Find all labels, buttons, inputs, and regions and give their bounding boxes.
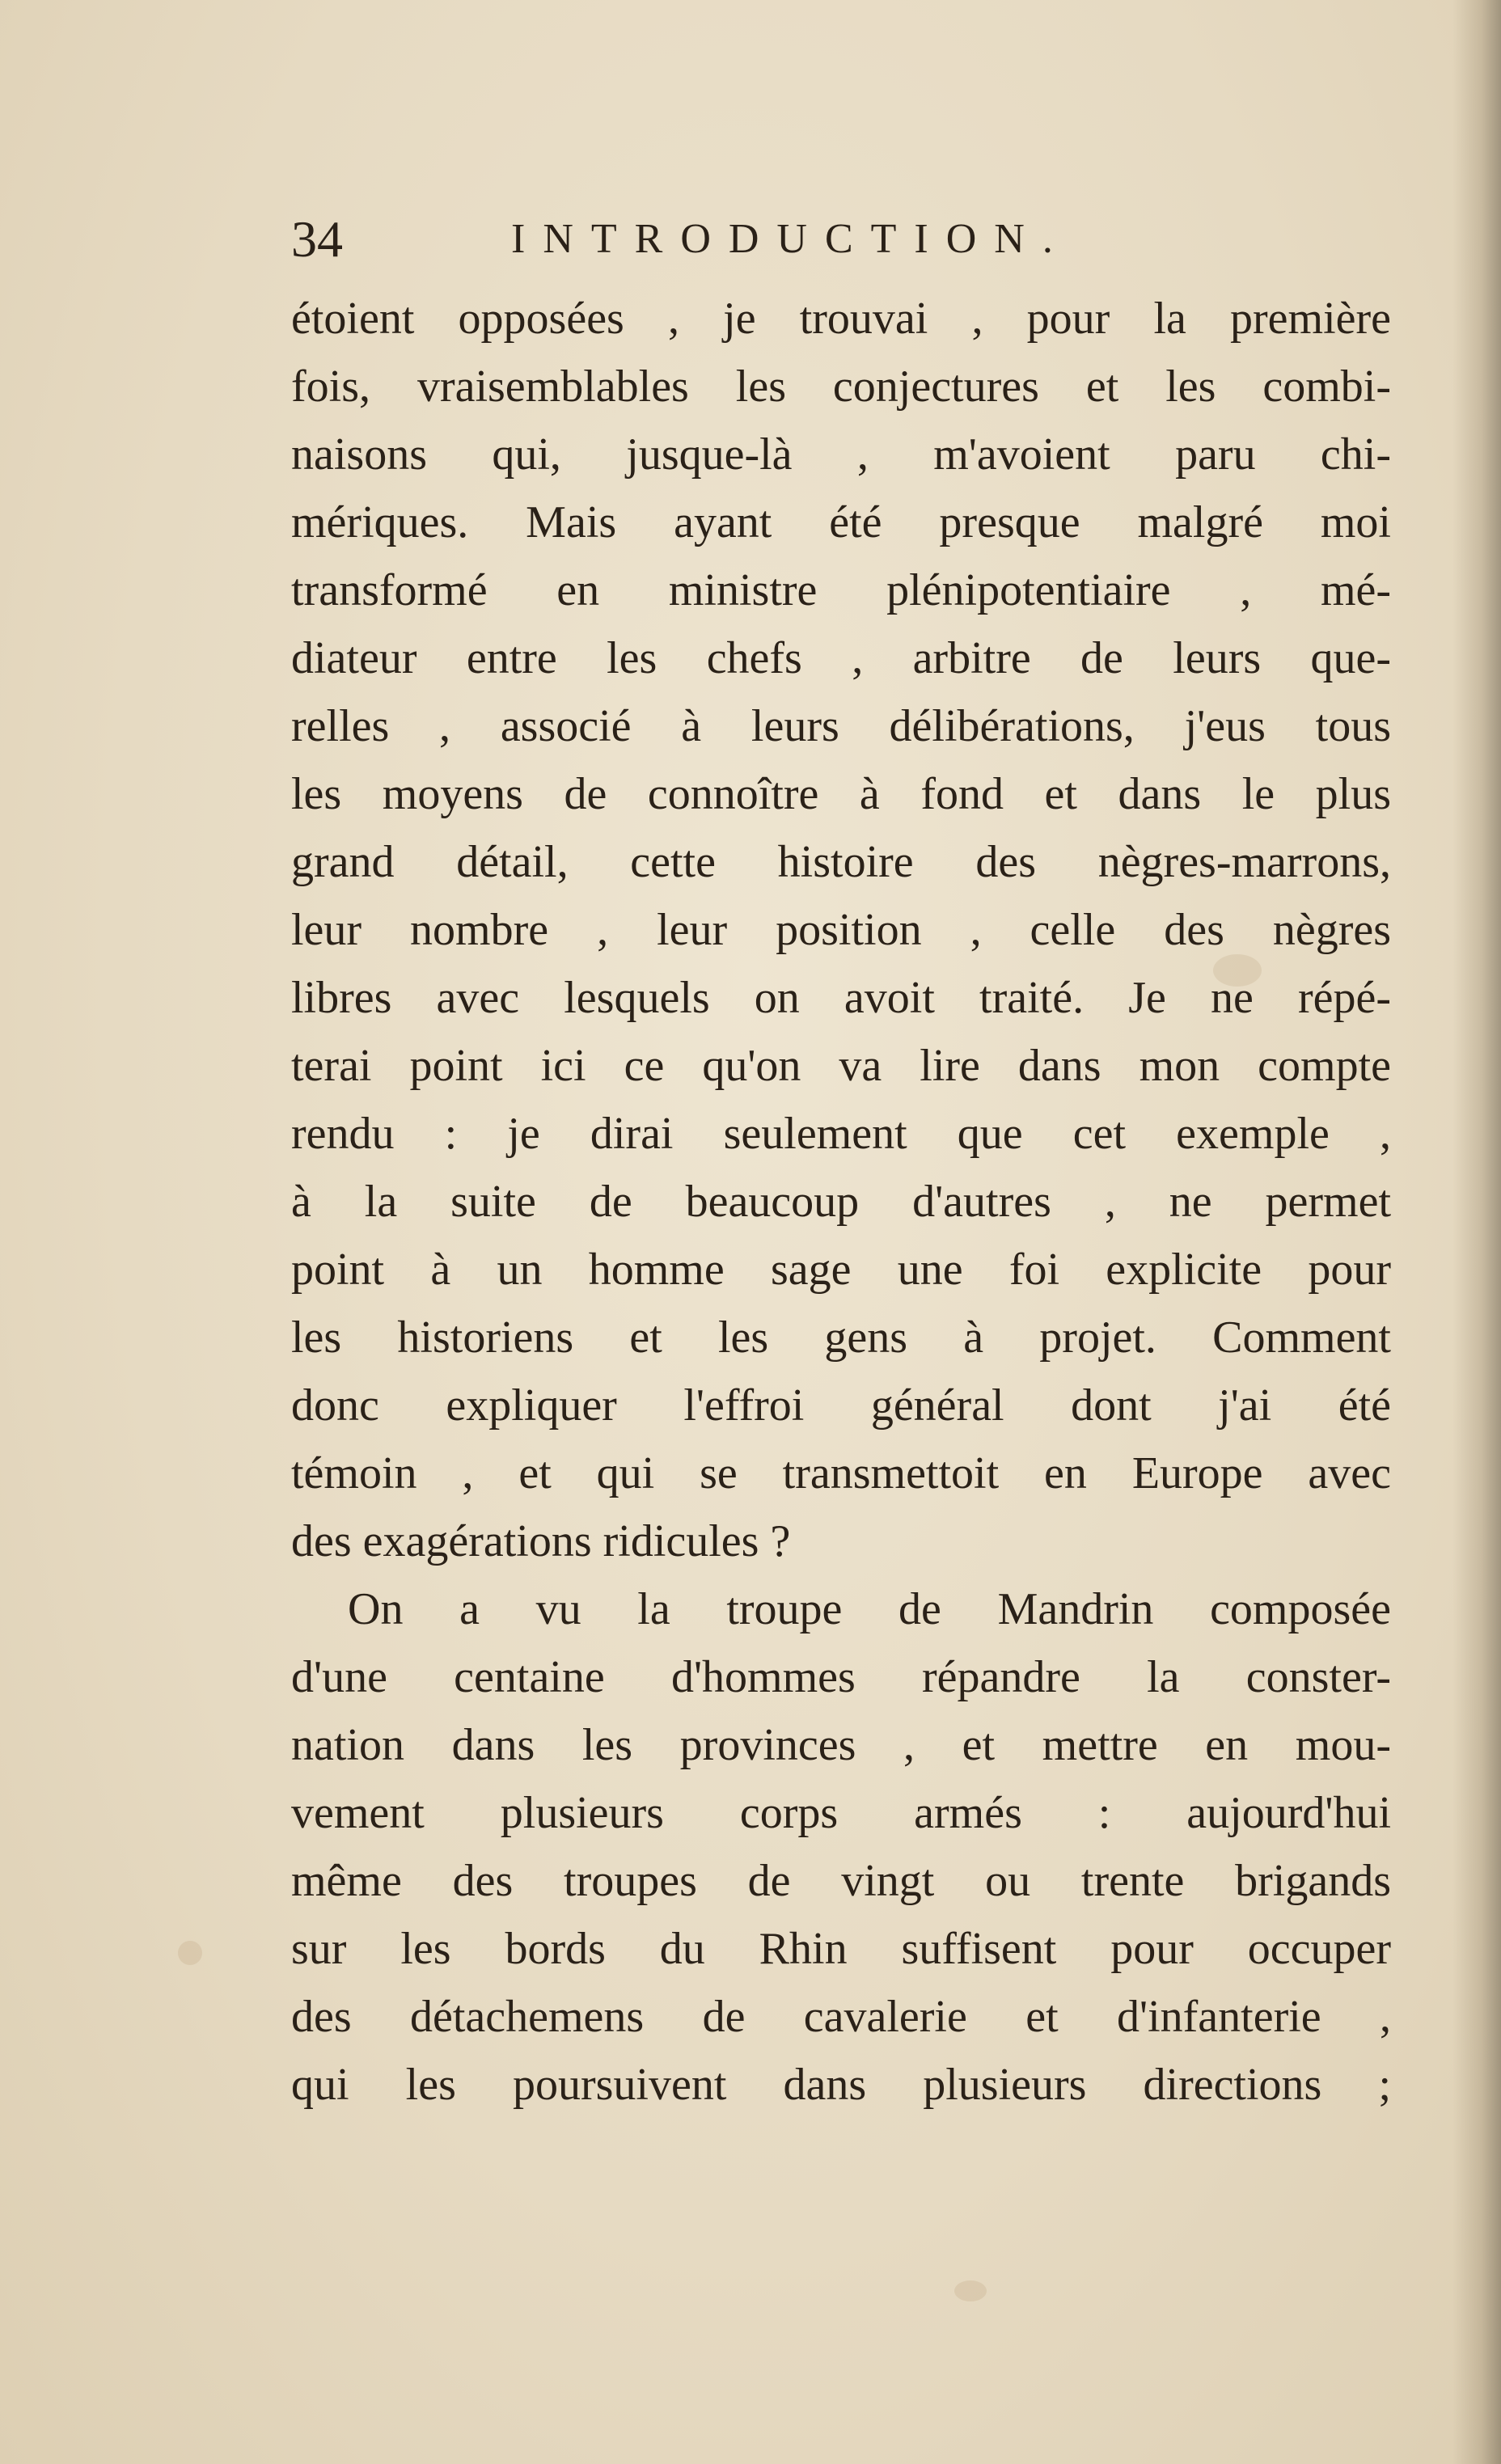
page-header <box>291 194 1391 285</box>
text-line: terai point ici ce qu'on va lire dans mon compte <box>291 1041 1391 1091</box>
text-line: vement plusieurs corps armés : aujourd'hui <box>291 1788 1391 1838</box>
paper-stain <box>954 2280 987 2301</box>
text-line: des détachemens de cavalerie et d'infanterie , <box>291 1992 1391 2042</box>
text-line: donc expliquer l'effroi général dont j'ai été <box>291 1380 1391 1431</box>
text-line: diateur entre les chefs , arbitre de leurs que- <box>291 633 1391 683</box>
text-line: qui les poursuivent dans plusieurs directions ; <box>291 2060 1391 2110</box>
text-line: rendu : je dirai seulement que cet exemple , <box>291 1109 1391 1159</box>
paper-stain <box>178 1941 202 1965</box>
text-line: grand détail, cette histoire des nègres-marrons, <box>291 837 1391 887</box>
text-line: naisons qui, jusque-là , m'avoient paru chi- <box>291 429 1391 480</box>
text-line: leur nombre , leur position , celle des nègres <box>291 905 1391 955</box>
text-line: les historiens et les gens à projet. Comment <box>291 1312 1391 1363</box>
text-line: d'une centaine d'hommes répandre la conster- <box>291 1652 1391 1702</box>
paragraph-start-line: On a vu la troupe de Mandrin composée <box>348 1584 1391 1634</box>
page-number: 34 <box>291 210 343 268</box>
text-line: nation dans les provinces , et mettre en mou- <box>291 1720 1391 1770</box>
text-line: même des troupes de vingt ou trente brigands <box>291 1856 1391 1906</box>
text-line: transformé en ministre plénipotentiaire , mé- <box>291 565 1391 615</box>
text-line: les moyens de connoître à fond et dans le plus <box>291 769 1391 819</box>
text-line: à la suite de beaucoup d'autres , ne permet <box>291 1177 1391 1227</box>
text-line: sur les bords du Rhin suffisent pour occuper <box>291 1924 1391 1974</box>
text-line: mériques. Mais ayant été presque malgré moi <box>291 497 1391 547</box>
text-line: libres avec lesquels on avoit traité. Je ne répé- <box>291 973 1391 1023</box>
running-head: INTRODUCTION. <box>511 216 1071 262</box>
text-line: point à un homme sage une foi explicite pour <box>291 1245 1391 1295</box>
text-block <box>291 194 1391 2119</box>
text-line: des exagérations ridicules ? <box>291 1516 791 1566</box>
page-edge-shadow <box>1452 0 1501 2464</box>
text-line: étoient opposées , je trouvai , pour la première <box>291 294 1391 344</box>
text-line: fois, vraisemblables les conjectures et les combi- <box>291 361 1391 412</box>
text-line: témoin , et qui se transmettoit en Europe avec <box>291 1448 1391 1498</box>
text-line: relles , associé à leurs délibérations, j'eus tous <box>291 701 1391 751</box>
body-text <box>291 285 1391 2119</box>
